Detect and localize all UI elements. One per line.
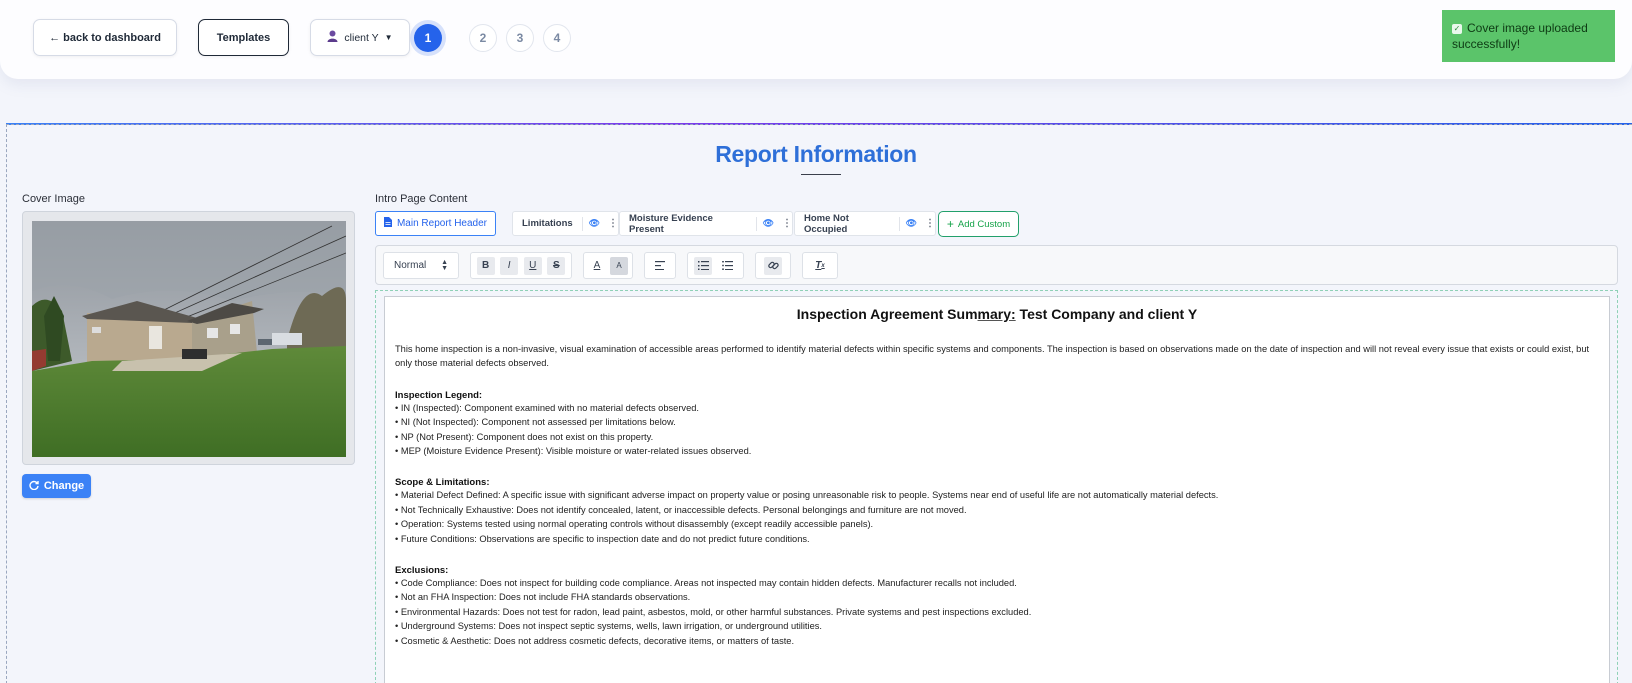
list-item: • Underground Systems: Does not inspect septic systems, wells, lawn irrigation, or underground utilities. bbox=[395, 621, 822, 632]
cover-image bbox=[32, 221, 346, 457]
list-item: • Not an FHA Inspection: Does not include FHA standards observations. bbox=[395, 592, 691, 603]
chip-moisture-evidence[interactable] bbox=[619, 211, 793, 236]
bold-icon[interactable]: B bbox=[477, 257, 495, 275]
toast-message: Cover image uploaded successfully! bbox=[1452, 21, 1588, 51]
chip-moisture-evidence-label: Moisture Evidence Present bbox=[629, 212, 713, 235]
list-item: • NP (Not Present): Component does not exist on this property. bbox=[395, 431, 654, 442]
document-title bbox=[395, 306, 1599, 326]
document-title-part: Test Company and client Y bbox=[1015, 306, 1198, 322]
step-4[interactable] bbox=[543, 24, 571, 52]
more-vertical-icon[interactable]: ⋮ bbox=[782, 218, 792, 229]
step-2[interactable] bbox=[469, 24, 497, 52]
highlight-icon[interactable]: A bbox=[610, 257, 628, 275]
templates-button[interactable] bbox=[198, 19, 289, 56]
intro-paragraph: This home inspection is a non-invasive, visual examination of accessible areas performed to identify material defects within specific systems and components. The inspection is based on observations made on the date of inspection and will not reveal every issue that exists or could exist, but only those material defects observed. bbox=[395, 344, 1590, 369]
chip-divider bbox=[582, 217, 583, 231]
list-item: • Cosmetic & Aesthetic: Does not address cosmetic defects, decorative items, or matters of taste. bbox=[395, 635, 795, 646]
chevron-updown-icon: ▲ ▼ bbox=[441, 258, 448, 272]
step-3-label: 3 bbox=[516, 31, 524, 45]
eye-icon[interactable]: 👁 bbox=[762, 218, 774, 228]
bullet-list-icon[interactable] bbox=[719, 257, 737, 275]
list-item: • Environmental Hazards: Does not test for radon, lead paint, asbestos, mold, or other harmful substances. Private systems and pest inspections excluded. bbox=[395, 606, 1032, 617]
chip-home-not-occupied-label: Home Not Occupied bbox=[804, 212, 849, 235]
list-item: • Future Conditions: Observations are specific to inspection date and do not predict future conditions. bbox=[395, 533, 810, 544]
chip-limitations[interactable] bbox=[512, 211, 619, 236]
list-item: • Code Compliance: Does not inspect for building code compliance. Areas not inspected may contain hidden defects. Manufacturer recalls not included. bbox=[395, 578, 1017, 589]
page-title: Report Information bbox=[715, 141, 917, 167]
cover-image-label: Cover Image bbox=[22, 193, 85, 205]
eye-icon[interactable]: 👁 bbox=[588, 218, 600, 228]
templates-label: Templates bbox=[216, 31, 271, 44]
cover-image-frame bbox=[22, 211, 355, 465]
format-select[interactable] bbox=[383, 252, 459, 279]
toast-notification bbox=[1442, 10, 1615, 62]
link-group bbox=[755, 252, 791, 279]
editor-toolbar bbox=[375, 245, 1618, 285]
color-group bbox=[583, 252, 633, 279]
chip-home-not-occupied[interactable] bbox=[794, 211, 936, 236]
check-icon: ✓ bbox=[1453, 24, 1461, 33]
step-1[interactable] bbox=[414, 24, 442, 52]
client-select[interactable] bbox=[310, 19, 410, 56]
align-left-icon[interactable] bbox=[651, 257, 669, 275]
back-to-dashboard-label: ← back to dashboard bbox=[49, 31, 161, 44]
document-title-underlined: mary: bbox=[977, 306, 1016, 322]
eye-icon[interactable]: 👁 bbox=[905, 218, 917, 228]
change-cover-button[interactable] bbox=[22, 474, 91, 498]
add-custom-button[interactable] bbox=[938, 211, 1019, 237]
chevron-down-icon: ▼ bbox=[384, 33, 393, 42]
step-2-label: 2 bbox=[479, 31, 487, 45]
user-icon bbox=[327, 30, 338, 45]
legend-heading: Inspection Legend: bbox=[395, 389, 483, 401]
document-title-part: Inspection Agreement Sum bbox=[796, 306, 978, 322]
list-item: • MEP (Moisture Evidence Present): Visible moisture or water-related issues observed. bbox=[395, 446, 752, 457]
refresh-icon bbox=[29, 480, 39, 493]
scope-heading: Scope & Limitations: bbox=[395, 477, 490, 489]
change-cover-label: Change bbox=[43, 480, 85, 492]
list-item: • IN (Inspected): Component examined with no material defects observed. bbox=[395, 402, 700, 413]
chip-limitations-label: Limitations bbox=[522, 218, 573, 229]
list-group bbox=[687, 252, 744, 279]
italic-icon[interactable]: I bbox=[500, 257, 518, 275]
tab-main-report-header[interactable] bbox=[375, 211, 496, 236]
list-item: • NI (Not Inspected): Component not assessed per limitations below. bbox=[395, 417, 676, 428]
list-item: • Material Defect Defined: A specific issue with significant adverse impact on property value or posing unreasonable risk to people. Systems near end of useful life are not automatically material defects. bbox=[395, 490, 1219, 501]
align-group bbox=[644, 252, 676, 279]
back-to-dashboard-button[interactable] bbox=[33, 19, 177, 56]
chip-divider bbox=[899, 217, 900, 231]
clear-group bbox=[802, 252, 838, 279]
exclusions bbox=[395, 565, 1599, 648]
chip-divider bbox=[756, 217, 757, 231]
rich-text-editor[interactable] bbox=[384, 296, 1610, 683]
plus-icon: + bbox=[946, 217, 954, 231]
document-icon bbox=[384, 217, 392, 230]
step-3[interactable] bbox=[506, 24, 534, 52]
format-select-value: Normal bbox=[394, 260, 427, 271]
list-item: • Not Technically Exhaustive: Does not identify concealed, latent, or inaccessible defects. Personal belongings and furniture are not moved. bbox=[395, 504, 967, 515]
more-vertical-icon[interactable]: ⋮ bbox=[925, 218, 935, 229]
more-vertical-icon[interactable]: ⋮ bbox=[608, 218, 618, 229]
add-custom-label: Add Custom bbox=[957, 218, 1011, 230]
underline-icon[interactable]: U bbox=[524, 257, 542, 275]
client-label: client Y bbox=[344, 31, 379, 44]
strike-icon[interactable]: S bbox=[547, 257, 565, 275]
exclusions-heading: Exclusions: bbox=[395, 565, 449, 577]
link-icon[interactable] bbox=[764, 257, 782, 275]
ordered-list-icon[interactable] bbox=[694, 257, 712, 275]
clear-format-icon[interactable]: T x bbox=[815, 260, 825, 271]
text-style-group bbox=[470, 252, 572, 279]
list-item: • Operation: Systems tested using normal operating controls without disassembly (except readily accessible panels). bbox=[395, 519, 874, 530]
text-color-icon[interactable]: A bbox=[593, 260, 601, 271]
inspection-legend bbox=[395, 390, 1599, 459]
title-underline bbox=[801, 174, 841, 175]
tab-main-report-header-label: Main Report Header bbox=[396, 218, 488, 229]
scope-limitations bbox=[395, 477, 1599, 546]
step-1-label: 1 bbox=[424, 31, 432, 45]
step-4-label: 4 bbox=[553, 31, 561, 45]
intro-content-label: Intro Page Content bbox=[375, 193, 468, 205]
